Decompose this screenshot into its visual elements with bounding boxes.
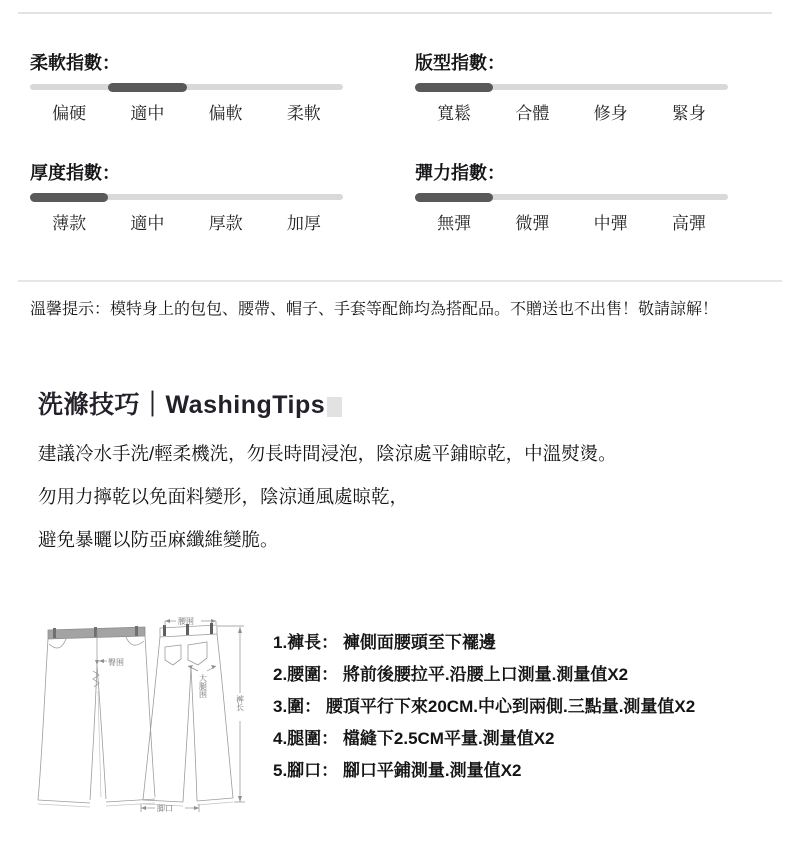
index-block-thickness — [30, 161, 343, 236]
level-label: 無彈 — [437, 214, 472, 233]
index-slider-active — [30, 193, 108, 202]
index-block-fit — [415, 51, 728, 126]
washing-tips-title-text: 洗滌技巧｜WashingTips — [38, 391, 326, 419]
level-label: 高彈 — [671, 214, 706, 233]
index-slider-track — [30, 84, 343, 90]
index-label: 柔軟指數： — [30, 53, 120, 73]
measurement-item: 4.腿圍： 檔縫下2.5CM平量.測量值X2 — [273, 729, 555, 748]
index-slider-active — [415, 193, 493, 202]
level-label: 中彈 — [593, 214, 628, 233]
index-levels — [30, 212, 343, 236]
level-label: 薄款 — [52, 214, 87, 233]
washing-tip-line: 避免暴曬以防亞麻纖維變脆。 — [38, 529, 279, 550]
measurement-item: 5.腳口： 腳口平鋪測量.測量值X2 — [273, 761, 522, 780]
index-slider-track — [30, 194, 343, 200]
measurement-item: 1.褲長： 褲側面腰頭至下襬邊 — [273, 633, 496, 652]
measurement-instructions — [273, 607, 695, 820]
level-label: 適中 — [130, 214, 165, 233]
index-slider-track — [415, 194, 728, 200]
index-label: 厚度指數： — [30, 163, 120, 183]
index-block-softness — [30, 51, 343, 126]
pants-front-view — [38, 626, 155, 807]
washing-tips-lines — [38, 444, 790, 550]
title-shadow-block — [327, 397, 342, 417]
level-label: 緊身 — [671, 104, 706, 123]
index-levels — [415, 212, 728, 236]
level-label: 柔軟 — [286, 104, 321, 123]
measurement-item: 2.腰圍： 將前後腰拉平.沿腰上口測量.測量值X2 — [273, 665, 629, 684]
level-label: 微彈 — [515, 214, 550, 233]
index-slider-active — [108, 83, 186, 92]
level-label: 寬鬆 — [437, 104, 472, 123]
washing-tips-title — [38, 388, 790, 422]
index-block-elasticity — [415, 161, 728, 236]
diagram-label-thigh: 大腿围 — [198, 674, 208, 698]
level-label: 適中 — [130, 104, 165, 123]
level-label: 加厚 — [286, 214, 321, 233]
index-grid — [0, 14, 790, 236]
diagram-label-hip: 臀围 — [108, 658, 124, 667]
index-label: 彈力指數： — [415, 163, 505, 183]
level-label: 偏硬 — [52, 104, 87, 123]
diagram-label-leg-opening: 脚口 — [157, 804, 173, 813]
measurement-item: 3.圍： 腰頂平行下來20CM.中心到兩側.三點量.測量值X2 — [273, 697, 696, 716]
pants-back-view — [143, 623, 233, 806]
index-slider-active — [415, 83, 493, 92]
index-levels — [415, 102, 728, 126]
size-guide-section — [0, 607, 790, 820]
pants-measurement-diagram — [35, 607, 250, 820]
level-label: 厚款 — [208, 214, 243, 233]
washing-tip-line: 建議冷水手洗/輕柔機洗，勿長時間浸泡，陰涼處平鋪晾乾，中溫熨燙。 — [38, 443, 617, 464]
level-label: 合體 — [515, 104, 550, 123]
washing-tip-line: 勿用力擰乾以免面料變形，陰涼通風處晾乾， — [38, 486, 409, 507]
level-label: 偏軟 — [208, 104, 243, 123]
index-levels — [30, 102, 343, 126]
index-slider-track — [415, 84, 728, 90]
section-divider — [18, 280, 782, 282]
index-label: 版型指數： — [415, 53, 505, 73]
diagram-label-pants-length: 裤长 — [235, 695, 245, 711]
accessory-notice: 溫馨提示：模特身上的包包、腰帶、帽子、手套等配飾均為搭配品。不贈送也不出售！敬請諒解！ — [30, 301, 719, 318]
level-label: 修身 — [593, 104, 628, 123]
diagram-label-waist: 腰围 — [178, 617, 194, 626]
